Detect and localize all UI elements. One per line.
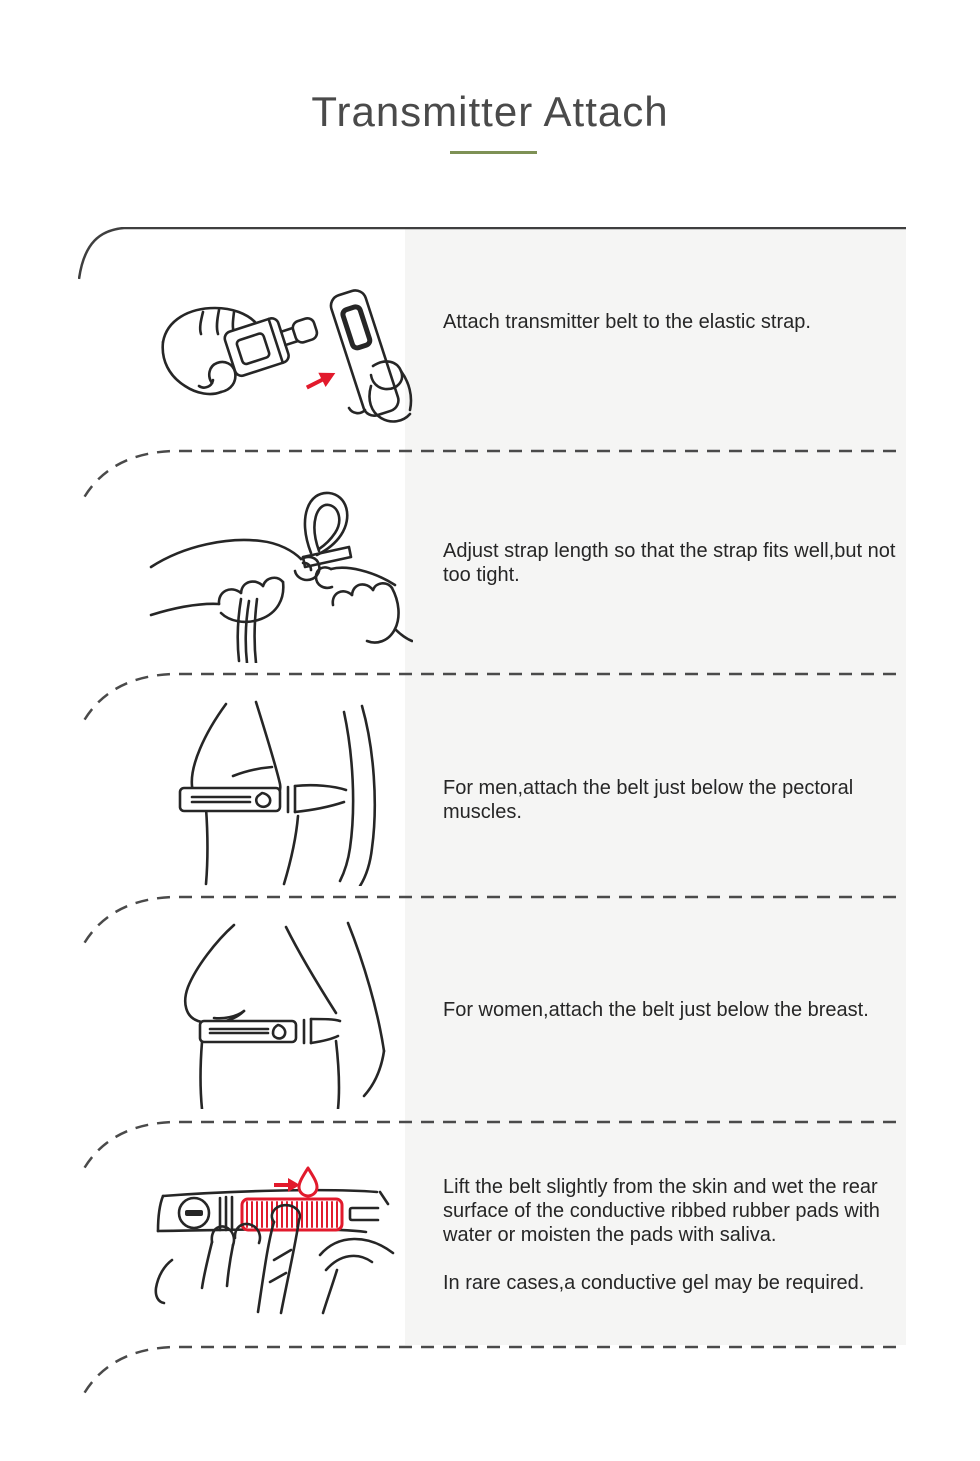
dashed-separator bbox=[82, 1347, 896, 1397]
conductive-pad-drawing bbox=[242, 1199, 342, 1230]
page-title: Transmitter Attach bbox=[311, 88, 669, 135]
step-caption bbox=[443, 539, 906, 587]
step-caption bbox=[443, 310, 906, 334]
right-hand-drawing bbox=[316, 567, 412, 642]
wet-pads-illustration bbox=[128, 1142, 418, 1327]
step-row-2 bbox=[78, 451, 906, 674]
transmitter-end-drawing bbox=[328, 288, 401, 419]
step-text: Attach transmitter belt to the elastic strap. bbox=[443, 310, 811, 333]
step-text: Lift the belt slightly from the skin and wet the rear surface of the conductive ribbed rubber pads with water or moisten the pads with saliva. bbox=[443, 1175, 880, 1246]
step-caption bbox=[443, 776, 906, 824]
water-drop-icon bbox=[299, 1168, 317, 1196]
instruction-frame bbox=[78, 227, 906, 1402]
step-text: In rare cases,a conductive gel may be required. bbox=[443, 1271, 865, 1294]
chest-belt-drawing bbox=[180, 785, 346, 812]
step-caption bbox=[443, 1175, 906, 1295]
chest-belt-drawing bbox=[200, 1019, 340, 1043]
attach-transmitter-illustration bbox=[133, 268, 413, 438]
step-text: For men,attach the belt just below the pectoral muscles. bbox=[443, 776, 854, 823]
male-torso-illustration bbox=[138, 696, 418, 886]
step-row-5 bbox=[78, 1122, 906, 1347]
left-hand-drawing bbox=[151, 540, 319, 622]
step-row-3 bbox=[78, 674, 906, 897]
hanging-strap-drawing bbox=[238, 599, 257, 663]
step-text: Adjust strap length so that the strap fits well,but not too tight. bbox=[443, 539, 896, 586]
step-row-1 bbox=[78, 228, 906, 451]
step-caption bbox=[443, 998, 906, 1022]
female-torso-drawing bbox=[185, 923, 384, 1109]
step-row-4 bbox=[78, 897, 906, 1122]
red-arrow-icon bbox=[303, 366, 339, 395]
title-underline bbox=[450, 151, 537, 154]
strap-clasp-drawing bbox=[223, 306, 323, 378]
step-text: For women,attach the belt just below the breast. bbox=[443, 998, 869, 1021]
female-torso-illustration bbox=[138, 919, 418, 1109]
adjust-strap-illustration bbox=[133, 483, 413, 663]
